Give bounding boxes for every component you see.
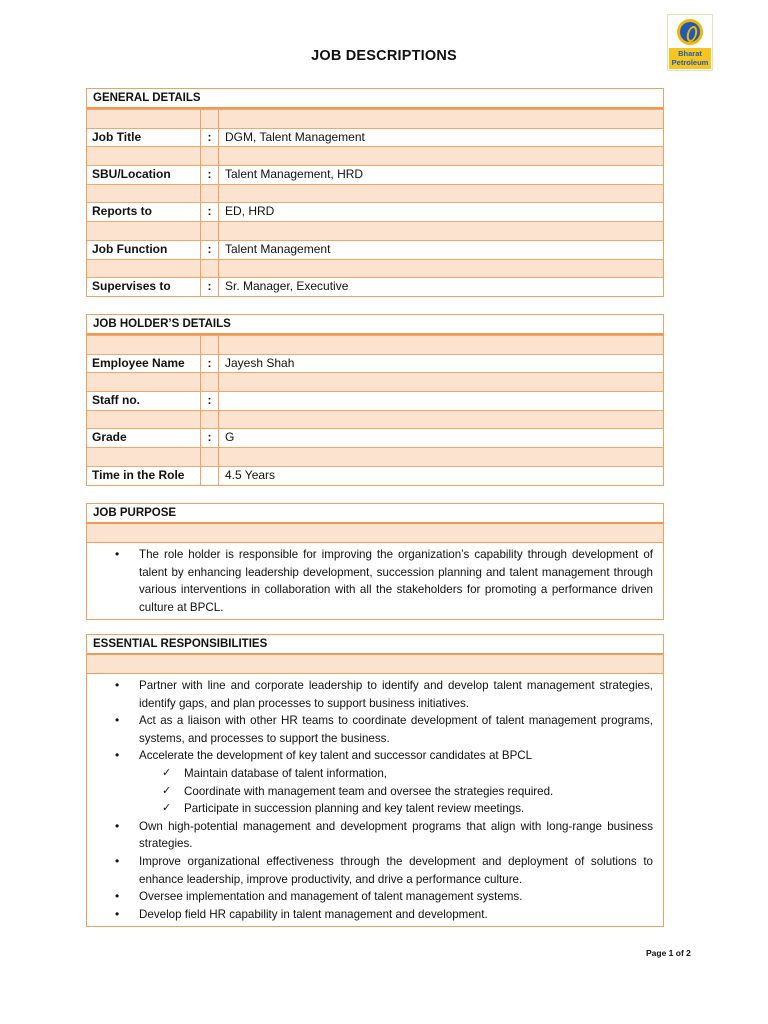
list-item-text: Maintain database of talent information, [184, 766, 388, 780]
checkmark-icon: ✓ [162, 784, 172, 797]
table-row [87, 391, 663, 410]
list-item-text: Participate in succession planning and key talent review meetings. [184, 802, 525, 816]
purpose-list [87, 543, 663, 619]
spacer-row [87, 109, 663, 128]
spacer-row [87, 221, 663, 240]
field-value: Talent Management, HRD [225, 167, 364, 182]
field-value: Talent Management [225, 241, 331, 256]
field-label: Grade [87, 429, 201, 447]
section-header: JOB PURPOSE [87, 504, 663, 524]
table-row [87, 240, 663, 259]
logo-line2: Petroleum [671, 58, 709, 67]
job-holder-section [86, 314, 664, 486]
list-item [87, 546, 653, 616]
field-separator: : [201, 166, 219, 184]
responsibilities-list [87, 674, 663, 926]
section-header: ESSENTIAL RESPONSIBILITIES [87, 635, 663, 655]
list-item-text: Oversee implementation and management of talent management systems. [139, 890, 523, 904]
list-item-text: Own high-potential management and development programs that align with long-range business strategies. [139, 819, 653, 851]
field-value: Sr. Manager, Executive [225, 279, 349, 294]
sub-list-item [87, 765, 653, 783]
list-item-text: The role holder is responsible for improving the organization’s capability through development of talent by enhancing leadership development, succession planning and talent management through various interventions in collaboration with all the stakeholders for promoting a performance driven culture at BPCL. [139, 548, 653, 614]
field-value: ED, HRD [225, 204, 275, 219]
spacer-row [87, 146, 663, 165]
sub-list-item [87, 800, 653, 818]
bullet-icon: • [115, 748, 120, 763]
field-value: Jayesh Shah [225, 355, 295, 370]
spacer-row [87, 372, 663, 391]
spacer-row [87, 447, 663, 466]
checkmark-icon: ✓ [162, 802, 172, 815]
responsibilities-section [86, 634, 664, 927]
field-label: Time in the Role [87, 467, 201, 485]
job-purpose-section [86, 503, 664, 620]
page-number: Page 1 of 2 [646, 948, 691, 958]
bullet-icon: • [115, 818, 120, 833]
list-item-text: Coordinate with management team and oversee the strategies required. [184, 784, 554, 798]
field-separator: : [201, 203, 219, 221]
spacer-row [87, 259, 663, 278]
table-row [87, 277, 663, 296]
field-label: Reports to [87, 203, 201, 221]
field-value: 4.5 Years [225, 467, 276, 482]
field-value: G [225, 430, 235, 445]
list-item [87, 677, 653, 712]
list-item [87, 906, 653, 924]
table-row [87, 165, 663, 184]
spacer-row [87, 655, 663, 674]
bullet-icon: • [115, 678, 120, 692]
bullet-icon: • [115, 547, 120, 561]
section-header: JOB HOLDER’S DETAILS [87, 315, 663, 335]
spacer-row [87, 335, 663, 354]
list-item [87, 747, 653, 765]
general-details-section [86, 88, 664, 297]
list-item-text: Develop field HR capability in talent management and development. [139, 907, 488, 921]
bullet-icon: • [115, 853, 120, 868]
field-separator: : [201, 355, 219, 373]
logo-emblem-icon [677, 19, 703, 45]
page-title: JOB DESCRIPTIONS [311, 48, 457, 64]
field-label: Job Title [87, 129, 201, 147]
field-separator: : [201, 429, 219, 447]
table-row [87, 128, 663, 147]
bullet-icon: • [115, 713, 120, 728]
table-row [87, 466, 663, 485]
checkmark-icon: ✓ [162, 766, 172, 779]
spacer-row [87, 410, 663, 429]
list-item [87, 712, 653, 747]
table-row [87, 202, 663, 221]
list-item [87, 853, 653, 888]
field-label: Staff no. [87, 392, 201, 410]
bullet-icon: • [115, 889, 120, 904]
table-row [87, 354, 663, 373]
list-item [87, 818, 653, 853]
spacer-row [87, 524, 663, 543]
list-item-text: Accelerate the development of key talent and successor candidates at BPCL [139, 749, 533, 763]
list-item-text: Improve organizational effectiveness through the development and deployment of solutions to enhance leadership, improve productivity, and drive a performance culture. [139, 854, 653, 886]
list-item [87, 888, 653, 906]
field-separator: : [201, 241, 219, 259]
field-label: Employee Name [87, 355, 201, 373]
section-header: GENERAL DETAILS [87, 89, 663, 109]
spacer-row [87, 184, 663, 203]
bullet-icon: • [115, 906, 120, 921]
table-row [87, 428, 663, 447]
field-label: Supervises to [87, 278, 201, 296]
field-separator: : [201, 129, 219, 147]
field-separator: : [201, 392, 219, 410]
field-value [219, 392, 663, 410]
logo-line1: Bharat [678, 49, 702, 58]
field-separator [201, 467, 219, 485]
field-label: Job Function [87, 241, 201, 259]
field-value: DGM, Talent Management [225, 129, 365, 144]
sub-list-item [87, 783, 653, 801]
list-item-text: Act as a liaison with other HR teams to coordinate development of talent management programs, systems, and processes to support the business. [139, 714, 653, 745]
list-item-text: Partner with line and corporate leadership to identify and develop talent management strategies, identify gaps, and plan processes to support business initiatives. [139, 679, 653, 710]
field-label: SBU/Location [87, 166, 201, 184]
field-separator: : [201, 278, 219, 296]
